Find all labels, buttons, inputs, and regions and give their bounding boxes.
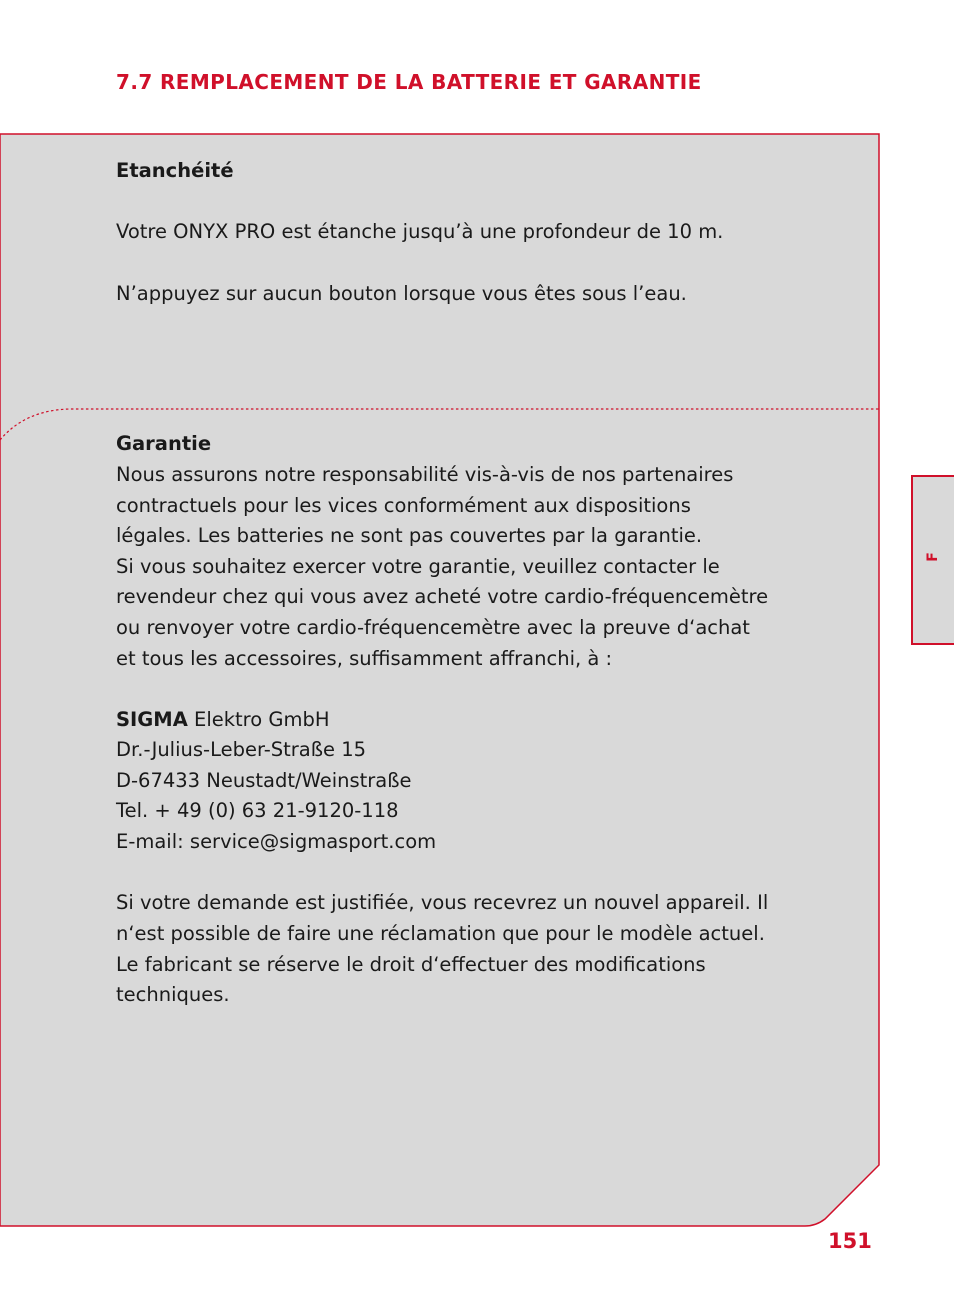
waterproof-text-1: Votre ONYX PRO est étanche jusqu’à une profondeur de 10 m. — [116, 220, 724, 243]
address-city: D-67433 Neustadt/Weinstraße — [116, 769, 412, 792]
company-name-rest: Elektro GmbH — [187, 708, 330, 731]
language-tab-label: F — [925, 552, 941, 562]
warranty-line: ou renvoyer votre cardio-fréquencemètre avec la preuve d‘achat — [116, 616, 750, 639]
section-heading: 7.7 REMPLACEMENT DE LA BATTERIE ET GARANTIE — [116, 70, 702, 94]
warranty-title: Garantie — [116, 432, 212, 455]
closing-line: techniques. — [116, 983, 230, 1006]
address-street: Dr.-Julius-Leber-Straße 15 — [116, 738, 367, 761]
warranty-line: contractuels pour les vices conformément aux dispositions — [116, 494, 691, 517]
warranty-line: Nous assurons notre responsabilité vis-à-vis de nos partenaires — [116, 463, 734, 486]
closing-line: Le fabricant se réserve le droit d‘effectuer des modifications — [116, 953, 706, 976]
waterproof-title: Etanchéité — [116, 159, 234, 182]
address-company — [116, 704, 330, 735]
warranty-line: Si vous souhaitez exercer votre garantie, veuillez contacter le — [116, 555, 720, 578]
page-number: 151 — [828, 1229, 872, 1253]
closing-line: n‘est possible de faire une réclamation que pour le modèle actuel. — [116, 922, 765, 945]
address-email: E-mail: service@sigmasport.com — [116, 830, 437, 853]
warranty-line: légales. Les batteries ne sont pas couvertes par la garantie. — [116, 524, 703, 547]
waterproof-text-2: N’appuyez sur aucun bouton lorsque vous êtes sous l’eau. — [116, 282, 687, 305]
language-tab — [911, 475, 954, 645]
company-brand: SIGMA — [116, 708, 188, 731]
closing-line: Si votre demande est justifiée, vous recevrez un nouvel appareil. Il — [116, 891, 769, 914]
warranty-line: et tous les accessoires, suffisamment affranchi, à : — [116, 647, 613, 670]
address-phone: Tel. + 49 (0) 63 21-9120-118 — [116, 799, 399, 822]
warranty-line: revendeur chez qui vous avez acheté votre cardio-fréquencemètre — [116, 585, 769, 608]
